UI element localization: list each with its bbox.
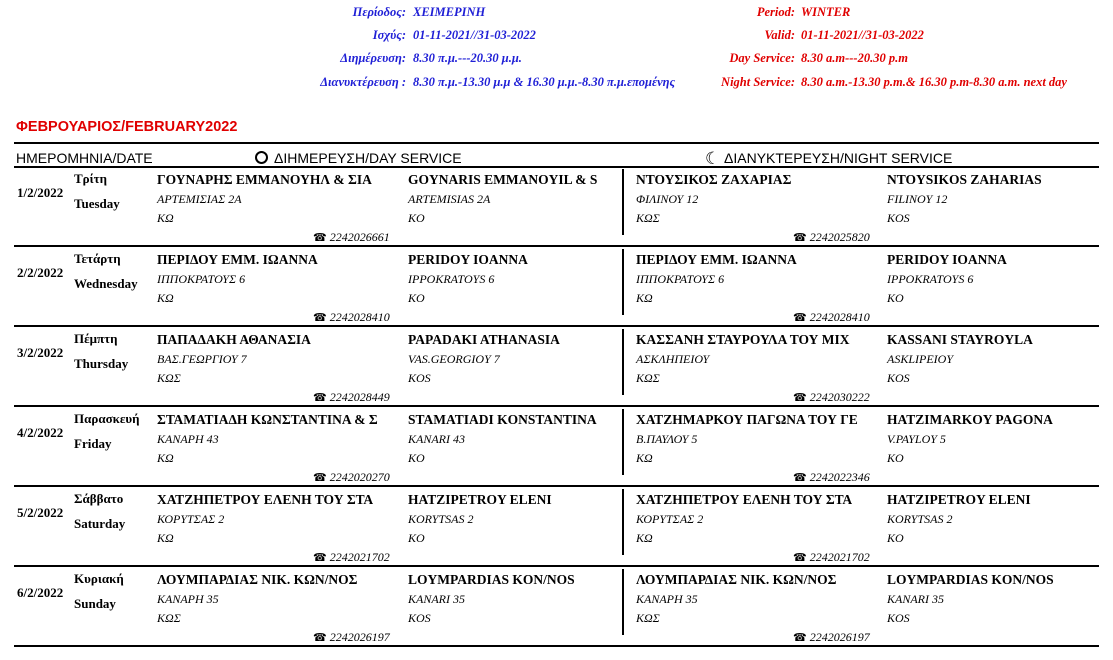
telephone-icon: ☎: [313, 392, 327, 404]
day-pharmacy-name-en: HATZIPETROY ELENI: [408, 492, 552, 507]
night-pharmacy-city-en: KOS: [887, 371, 910, 385]
night-pharmacy-address-gr: Β.ΠΑΥΛΟΥ 5: [636, 432, 698, 446]
column-header-day: [255, 150, 462, 166]
table-row: [0, 487, 1113, 567]
telephone-icon: ☎: [793, 312, 807, 324]
night-pharmacy-name-en: PERIDOY IOANNA: [887, 252, 1007, 267]
night-pharmacy-address-en: KANARI 35: [887, 592, 944, 606]
night-pharmacy-phone: [793, 390, 870, 405]
day-pharmacy-name-en: PERIDOY IOANNA: [408, 252, 528, 267]
telephone-icon: ☎: [793, 552, 807, 564]
row-weekday-en: Thursday: [74, 356, 129, 371]
night-pharmacy-phone: [793, 230, 870, 245]
night-pharmacy-city-en: KO: [887, 291, 904, 305]
day-pharmacy-address-gr: ΚΑΝΑΡΗ 43: [157, 432, 219, 446]
day-pharmacy-phone-number: 2242021702: [329, 550, 390, 564]
night-pharmacy-city-gr: ΚΩ: [636, 291, 653, 305]
night-pharmacy-city-en: KO: [887, 531, 904, 545]
row-date: 6/2/2022: [17, 585, 64, 600]
day-pharmacy-address-en: VAS.GEORGIOY 7: [408, 352, 500, 366]
night-pharmacy-city-gr: ΚΩΣ: [636, 611, 660, 625]
night-pharmacy-city-gr: ΚΩ: [636, 451, 653, 465]
night-value-gr: 8.30 π.μ.-13.30 μ.μ & 16.30 μ.μ.-8.30 π.μ.επομένης: [413, 75, 676, 89]
row-date: 3/2/2022: [17, 345, 64, 360]
row-weekday-gr: Σάββατο: [74, 491, 124, 506]
day-pharmacy-address-en: KANARI 35: [408, 592, 465, 606]
day-pharmacy-address-gr: ΙΠΠΟΚΡΑΤΟΥΣ 6: [157, 272, 246, 286]
night-pharmacy-name-en: KASSANI STAYROYLA: [887, 332, 1033, 347]
night-pharmacy-city-en: KOS: [887, 211, 910, 225]
column-header-day-label: ΔΙΗΜΕΡΕΥΣΗ/DAY SERVICE: [274, 150, 462, 166]
night-pharmacy-name-gr: ΚΑΣΣΑΝΗ ΣΤΑΥΡΟΥΛΑ ΤΟΥ ΜΙΧ: [636, 332, 850, 347]
day-pharmacy-phone-number: 2242026661: [329, 230, 390, 244]
day-pharmacy-name-gr: ΧΑΤΖΗΠΕΤΡΟΥ ΕΛΕΝΗ ΤΟΥ ΣΤΑ: [157, 492, 374, 507]
column-separator: [622, 569, 624, 635]
day-pharmacy-name-gr: ΠΕΡΙΔΟΥ ΕΜΜ. ΙΩΑΝΝΑ: [157, 252, 318, 267]
column-separator: [622, 489, 624, 555]
night-value-en: 8.30 a.m.-13.30 p.m.& 16.30 p.m-8.30 a.m. next day: [801, 75, 1067, 89]
telephone-icon: ☎: [793, 472, 807, 484]
column-separator: [622, 409, 624, 475]
day-pharmacy-city-gr: ΚΩΣ: [157, 371, 181, 385]
sun-icon: [255, 151, 268, 164]
valid-label-en: Valid:: [764, 28, 795, 42]
day-pharmacy-phone: [313, 390, 390, 405]
night-label-en: Night Service:: [721, 75, 795, 89]
night-pharmacy-phone: [793, 550, 870, 565]
telephone-icon: ☎: [793, 632, 807, 644]
night-pharmacy-phone-number: 2242022346: [809, 470, 870, 484]
night-pharmacy-city-en: KOS: [887, 611, 910, 625]
valid-label-gr: Ισχύς:: [372, 28, 406, 42]
day-pharmacy-city-gr: ΚΩΣ: [157, 611, 181, 625]
day-pharmacy-name-gr: ΠΑΠΑΔΑΚΗ ΑΘΑΝΑΣΙΑ: [157, 332, 311, 347]
night-pharmacy-name-gr: ΠΕΡΙΔΟΥ ΕΜΜ. ΙΩΑΝΝΑ: [636, 252, 797, 267]
day-pharmacy-phone: [313, 310, 390, 325]
night-pharmacy-city-gr: ΚΩΣ: [636, 371, 660, 385]
day-pharmacy-phone: [313, 550, 390, 565]
night-pharmacy-address-en: KORYTSAS 2: [887, 512, 953, 526]
table-row: [0, 327, 1113, 407]
day-pharmacy-address-en: KORYTSAS 2: [408, 512, 474, 526]
period-label-en: Period:: [756, 5, 795, 19]
table-top-rule: [14, 142, 1099, 144]
day-pharmacy-phone-number: 2242020270: [329, 470, 390, 484]
day-pharmacy-name-en: GOYNARIS EMMANOYIL & S: [408, 172, 598, 187]
night-pharmacy-name-en: HATZIMARKOY PAGONA: [887, 412, 1053, 427]
day-value-en: 8.30 a.m---20.30 p.m: [801, 51, 908, 65]
night-pharmacy-name-gr: ΧΑΤΖΗΠΕΤΡΟΥ ΕΛΕΝΗ ΤΟΥ ΣΤΑ: [636, 492, 853, 507]
night-pharmacy-name-gr: ΛΟΥΜΠΑΡΔΙΑΣ ΝΙΚ. ΚΩΝ/ΝΟΣ: [636, 572, 837, 587]
telephone-icon: ☎: [313, 232, 327, 244]
period-value-en: WINTER: [801, 5, 851, 19]
row-weekday-gr: Τετάρτη: [74, 251, 121, 266]
night-pharmacy-phone: [793, 630, 870, 645]
night-pharmacy-phone: [793, 310, 870, 325]
row-weekday-gr: Πέμπτη: [74, 331, 118, 346]
period-value-gr: ΧΕΙΜΕΡΙΝΗ: [413, 5, 486, 19]
day-pharmacy-address-en: IPPOKRATOYS 6: [408, 272, 495, 286]
row-weekday-en: Sunday: [74, 596, 116, 611]
telephone-icon: ☎: [313, 312, 327, 324]
telephone-icon: ☎: [313, 552, 327, 564]
day-pharmacy-phone: [313, 630, 390, 645]
night-pharmacy-address-gr: ΦΙΛΙΝΟΥ 12: [636, 192, 699, 206]
day-pharmacy-city-gr: ΚΩ: [157, 531, 174, 545]
day-pharmacy-name-en: STAMATIADI KONSTANTINA: [408, 412, 597, 427]
day-pharmacy-city-gr: ΚΩ: [157, 451, 174, 465]
night-pharmacy-name-en: LOYMPARDIAS KON/NOS: [887, 572, 1054, 587]
night-pharmacy-name-en: NTOYSIKOS ZAHARIAS: [887, 172, 1042, 187]
night-label-gr: Διανυκτέρευση :: [320, 75, 406, 89]
night-pharmacy-name-gr: ΝΤΟΥΣΙΚΟΣ ΖΑΧΑΡΙΑΣ: [636, 172, 792, 187]
day-pharmacy-city-en: KO: [408, 451, 425, 465]
telephone-icon: ☎: [313, 632, 327, 644]
day-pharmacy-phone: [313, 470, 390, 485]
day-pharmacy-city-gr: ΚΩ: [157, 291, 174, 305]
row-date: 1/2/2022: [17, 185, 64, 200]
valid-value-gr: 01-11-2021//31-03-2022: [413, 28, 536, 42]
night-pharmacy-name-gr: ΧΑΤΖΗΜΑΡΚΟΥ ΠΑΓΩΝΑ ΤΟΥ ΓΕ: [636, 412, 858, 427]
night-pharmacy-address-gr: ΚΟΡΥΤΣΑΣ 2: [636, 512, 704, 526]
day-pharmacy-city-en: KO: [408, 211, 425, 225]
column-separator: [622, 169, 624, 235]
night-pharmacy-address-en: FILINOY 12: [887, 192, 948, 206]
day-pharmacy-address-gr: ΚΑΝΑΡΗ 35: [157, 592, 219, 606]
table-row: [0, 407, 1113, 487]
row-date: 2/2/2022: [17, 265, 64, 280]
telephone-icon: ☎: [793, 392, 807, 404]
night-pharmacy-name-en: HATZIPETROY ELENI: [887, 492, 1031, 507]
day-pharmacy-name-gr: ΓΟΥΝΑΡΗΣ ΕΜΜΑΝΟΥΗΛ & ΣΙΑ: [157, 172, 372, 187]
night-pharmacy-phone: [793, 470, 870, 485]
row-date: 4/2/2022: [17, 425, 64, 440]
day-pharmacy-city-gr: ΚΩ: [157, 211, 174, 225]
row-weekday-en: Friday: [74, 436, 112, 451]
night-pharmacy-address-en: V.PAYLOY 5: [887, 432, 946, 446]
night-pharmacy-phone-number: 2242021702: [809, 550, 870, 564]
period-label-gr: Περίοδος:: [352, 5, 406, 19]
day-label-en: Day Service:: [729, 51, 795, 65]
day-pharmacy-name-en: LOYMPARDIAS KON/NOS: [408, 572, 575, 587]
day-pharmacy-name-gr: ΛΟΥΜΠΑΡΔΙΑΣ ΝΙΚ. ΚΩΝ/ΝΟΣ: [157, 572, 358, 587]
day-pharmacy-city-en: KO: [408, 291, 425, 305]
table-row: [0, 247, 1113, 327]
day-pharmacy-city-en: KOS: [408, 371, 431, 385]
column-separator: [622, 329, 624, 395]
day-pharmacy-address-gr: ΚΟΡΥΤΣΑΣ 2: [157, 512, 225, 526]
day-pharmacy-address-gr: ΑΡΤΕΜΙΣΙΑΣ 2Α: [157, 192, 242, 206]
table-row: [0, 567, 1113, 647]
telephone-icon: ☎: [313, 472, 327, 484]
day-pharmacy-address-en: ARTEMISIAS 2A: [408, 192, 491, 206]
telephone-icon: ☎: [793, 232, 807, 244]
row-weekday-gr: Κυριακή: [74, 571, 124, 586]
night-pharmacy-city-gr: ΚΩ: [636, 531, 653, 545]
column-header-date: ΗΜΕΡΟΜΗΝΙΑ/DATE: [16, 150, 153, 166]
row-weekday-en: Tuesday: [74, 196, 120, 211]
month-title: ΦΕΒΡΟΥΑΡΙΟΣ/FEBRUARY2022: [16, 119, 238, 135]
night-pharmacy-address-gr: ΙΠΠΟΚΡΑΤΟΥΣ 6: [636, 272, 725, 286]
day-pharmacy-city-en: KOS: [408, 611, 431, 625]
day-pharmacy-phone-number: 2242028410: [329, 310, 390, 324]
row-weekday-en: Saturday: [74, 516, 126, 531]
row-rule: [14, 645, 1099, 647]
row-date: 5/2/2022: [17, 505, 64, 520]
row-weekday-gr: Παρασκευή: [74, 411, 140, 426]
day-pharmacy-phone-number: 2242028449: [329, 390, 390, 404]
night-pharmacy-phone-number: 2242026197: [809, 630, 870, 644]
night-pharmacy-city-gr: ΚΩΣ: [636, 211, 660, 225]
column-header-night: [705, 150, 952, 166]
night-pharmacy-address-gr: ΚΑΝΑΡΗ 35: [636, 592, 698, 606]
night-pharmacy-address-en: ASKLIPEIOY: [887, 352, 953, 366]
day-pharmacy-name-en: PAPADAKI ATHANASIA: [408, 332, 560, 347]
day-pharmacy-city-en: KO: [408, 531, 425, 545]
day-pharmacy-address-en: KANARI 43: [408, 432, 465, 446]
column-header-night-label: ΔΙΑΝΥΚΤΕΡΕΥΣΗ/NIGHT SERVICE: [724, 150, 953, 166]
night-pharmacy-phone-number: 2242025820: [809, 230, 870, 244]
table-row: [0, 167, 1113, 247]
column-separator: [622, 249, 624, 315]
night-pharmacy-phone-number: 2242028410: [809, 310, 870, 324]
day-pharmacy-phone: [313, 230, 390, 245]
moon-icon: ☾: [705, 149, 721, 168]
night-pharmacy-address-gr: ΑΣΚΛΗΠΕΙΟΥ: [636, 352, 710, 366]
night-pharmacy-phone-number: 2242030222: [809, 390, 870, 404]
day-label-gr: Διημέρευση:: [340, 51, 406, 65]
row-weekday-en: Wednesday: [74, 276, 138, 291]
valid-value-en: 01-11-2021//31-03-2022: [801, 28, 924, 42]
day-pharmacy-name-gr: ΣΤΑΜΑΤΙΑΔΗ ΚΩΝΣΤΑΝΤΙΝΑ & Σ: [157, 412, 378, 427]
row-weekday-gr: Τρίτη: [74, 171, 108, 186]
day-value-gr: 8.30 π.μ.---20.30 μ.μ.: [413, 51, 522, 65]
night-pharmacy-city-en: KO: [887, 451, 904, 465]
day-pharmacy-phone-number: 2242026197: [329, 630, 390, 644]
night-pharmacy-address-en: IPPOKRATOYS 6: [887, 272, 974, 286]
day-pharmacy-address-gr: ΒΑΣ.ΓΕΩΡΓΙΟΥ 7: [157, 352, 247, 366]
